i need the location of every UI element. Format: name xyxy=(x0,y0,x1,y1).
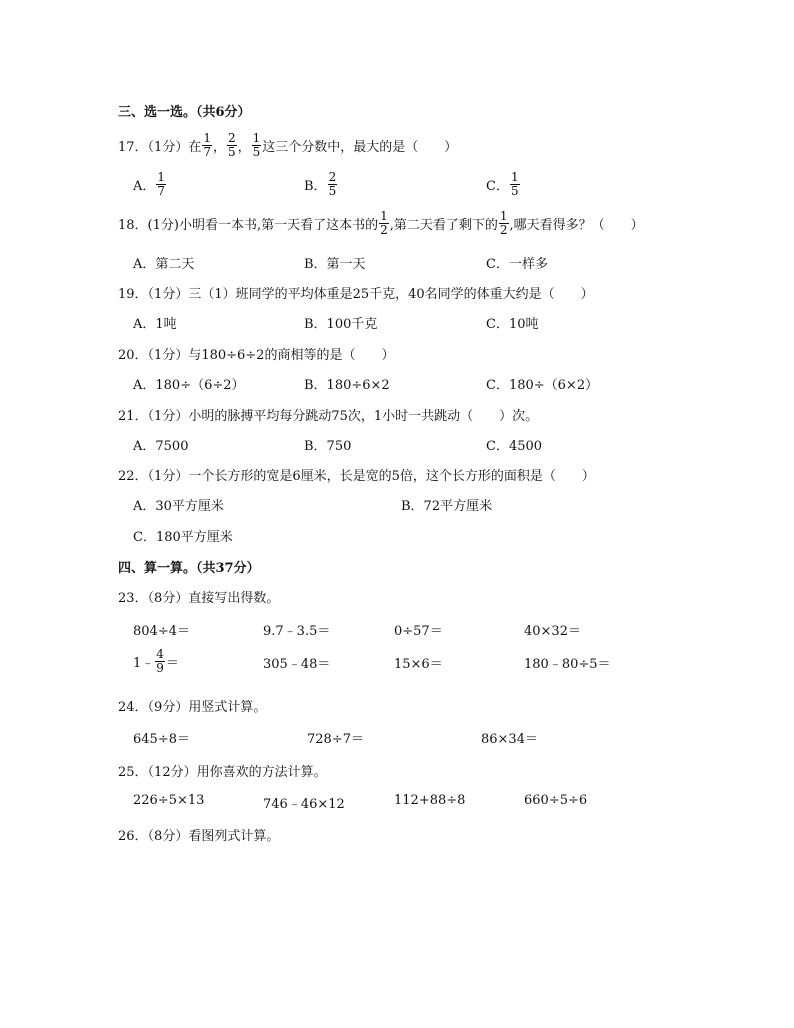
q20-option-c[interactable]: C．180÷（6×2） xyxy=(486,378,599,393)
q20-option-b[interactable]: B．180÷6×2 xyxy=(304,378,390,393)
section-4-title: 四、算一算。（共37分） xyxy=(118,561,260,576)
fraction-2-5: $\frac{2}{5}$ xyxy=(227,131,236,159)
question-22: 22．（1分）一个长方形的宽是6厘米，长是宽的5倍，这个长方形的面积是（ ） xyxy=(118,469,595,484)
q18-text-2: ,第二天看了剩下的 xyxy=(389,218,498,233)
q19-option-b[interactable]: B．100千克 xyxy=(304,317,378,332)
q18-option-c[interactable]: C．一样多 xyxy=(486,257,548,272)
q23-item: 9.7﹣3.5＝ xyxy=(263,624,331,639)
question-23: 23．（8分）直接写出得数。 xyxy=(118,591,280,606)
q20-option-a[interactable]: A．180÷（6÷2） xyxy=(133,378,245,393)
q25-item: 112+88÷8 xyxy=(394,793,466,808)
q24-item: 728÷7＝ xyxy=(307,732,364,747)
q18-text-3: ,哪天看得多？（ ） xyxy=(509,218,644,233)
fraction-1-7: $\frac{1}{7}$ xyxy=(203,131,211,159)
q17-option-b[interactable]: B． $\frac{2}{5}$ xyxy=(304,170,337,198)
question-19: 19．（1分）三（1）班同学的平均体重是25千克，40名同学的体重大约是（ ） xyxy=(118,287,594,302)
q23-item: 180﹣80÷5＝ xyxy=(524,657,611,672)
question-26: 26．（8分）看图列式计算。 xyxy=(118,829,280,844)
q23-item: 804÷4＝ xyxy=(133,624,190,639)
question-25: 25．（12分）用你喜欢的方法计算。 xyxy=(118,765,327,780)
q17-separator: ， xyxy=(212,140,226,155)
q17-option-a[interactable]: A． $\frac{1}{7}$ xyxy=(133,170,166,198)
q23-item-fraction: 1﹣ $\frac{4}{9}$ ＝ xyxy=(133,647,179,675)
q19-option-c[interactable]: C．10吨 xyxy=(486,317,539,332)
section-3-title: 三、选一选。（共6分） xyxy=(118,105,251,120)
q21-option-a[interactable]: A．7500 xyxy=(133,439,189,454)
q24-item: 86×34＝ xyxy=(481,732,538,747)
q17-separator: ， xyxy=(237,140,251,155)
q18-option-a[interactable]: A．第二天 xyxy=(133,257,195,272)
q17-tail: 这三个分数中，最大的是（ ） xyxy=(262,140,458,155)
question-21: 21．（1分）小明的脉搏平均每分跳动75次，1小时一共跳动（ ）次。 xyxy=(118,409,539,424)
question-17 xyxy=(118,132,457,159)
fraction-1-2: $\frac{1}{2}$ xyxy=(499,209,508,237)
q22-option-b[interactable]: B．72平方厘米 xyxy=(401,499,493,514)
q23-item: 40×32＝ xyxy=(524,624,581,639)
q25-item: 226÷5×13 xyxy=(133,793,205,808)
q25-item: 660÷5÷6 xyxy=(524,793,588,808)
q18-text-1: 18．(1分)小明看一本书,第一天看了这本书的 xyxy=(118,218,379,233)
q25-item: 746﹣46×12 xyxy=(263,797,345,812)
question-24: 24．（9分）用竖式计算。 xyxy=(118,700,267,715)
q23-item: 15×6＝ xyxy=(394,657,443,672)
q22-option-c[interactable]: C．180平方厘米 xyxy=(133,530,233,545)
q24-item: 645÷8＝ xyxy=(133,732,190,747)
fraction-1-5: $\frac{1}{5}$ xyxy=(252,131,261,159)
q21-option-c[interactable]: C．4500 xyxy=(486,439,543,454)
q17-option-c[interactable]: C． $\frac{1}{5}$ xyxy=(486,170,519,198)
question-18 xyxy=(118,210,644,237)
q19-option-a[interactable]: A．1吨 xyxy=(133,317,177,332)
q23-item: 305﹣48＝ xyxy=(263,657,331,672)
q17-prefix: 17．（1分）在 xyxy=(118,140,202,155)
q23-item: 0÷57＝ xyxy=(394,624,443,639)
q18-option-b[interactable]: B．第一天 xyxy=(304,257,366,272)
fraction-1-2: $\frac{1}{2}$ xyxy=(380,209,388,237)
fraction-4-9: $\frac{4}{9}$ xyxy=(156,647,164,675)
q22-option-a[interactable]: A．30平方厘米 xyxy=(133,499,224,514)
q21-option-b[interactable]: B．750 xyxy=(304,439,352,454)
question-20: 20．（1分）与180÷6÷2的商相等的是（ ） xyxy=(118,348,395,363)
